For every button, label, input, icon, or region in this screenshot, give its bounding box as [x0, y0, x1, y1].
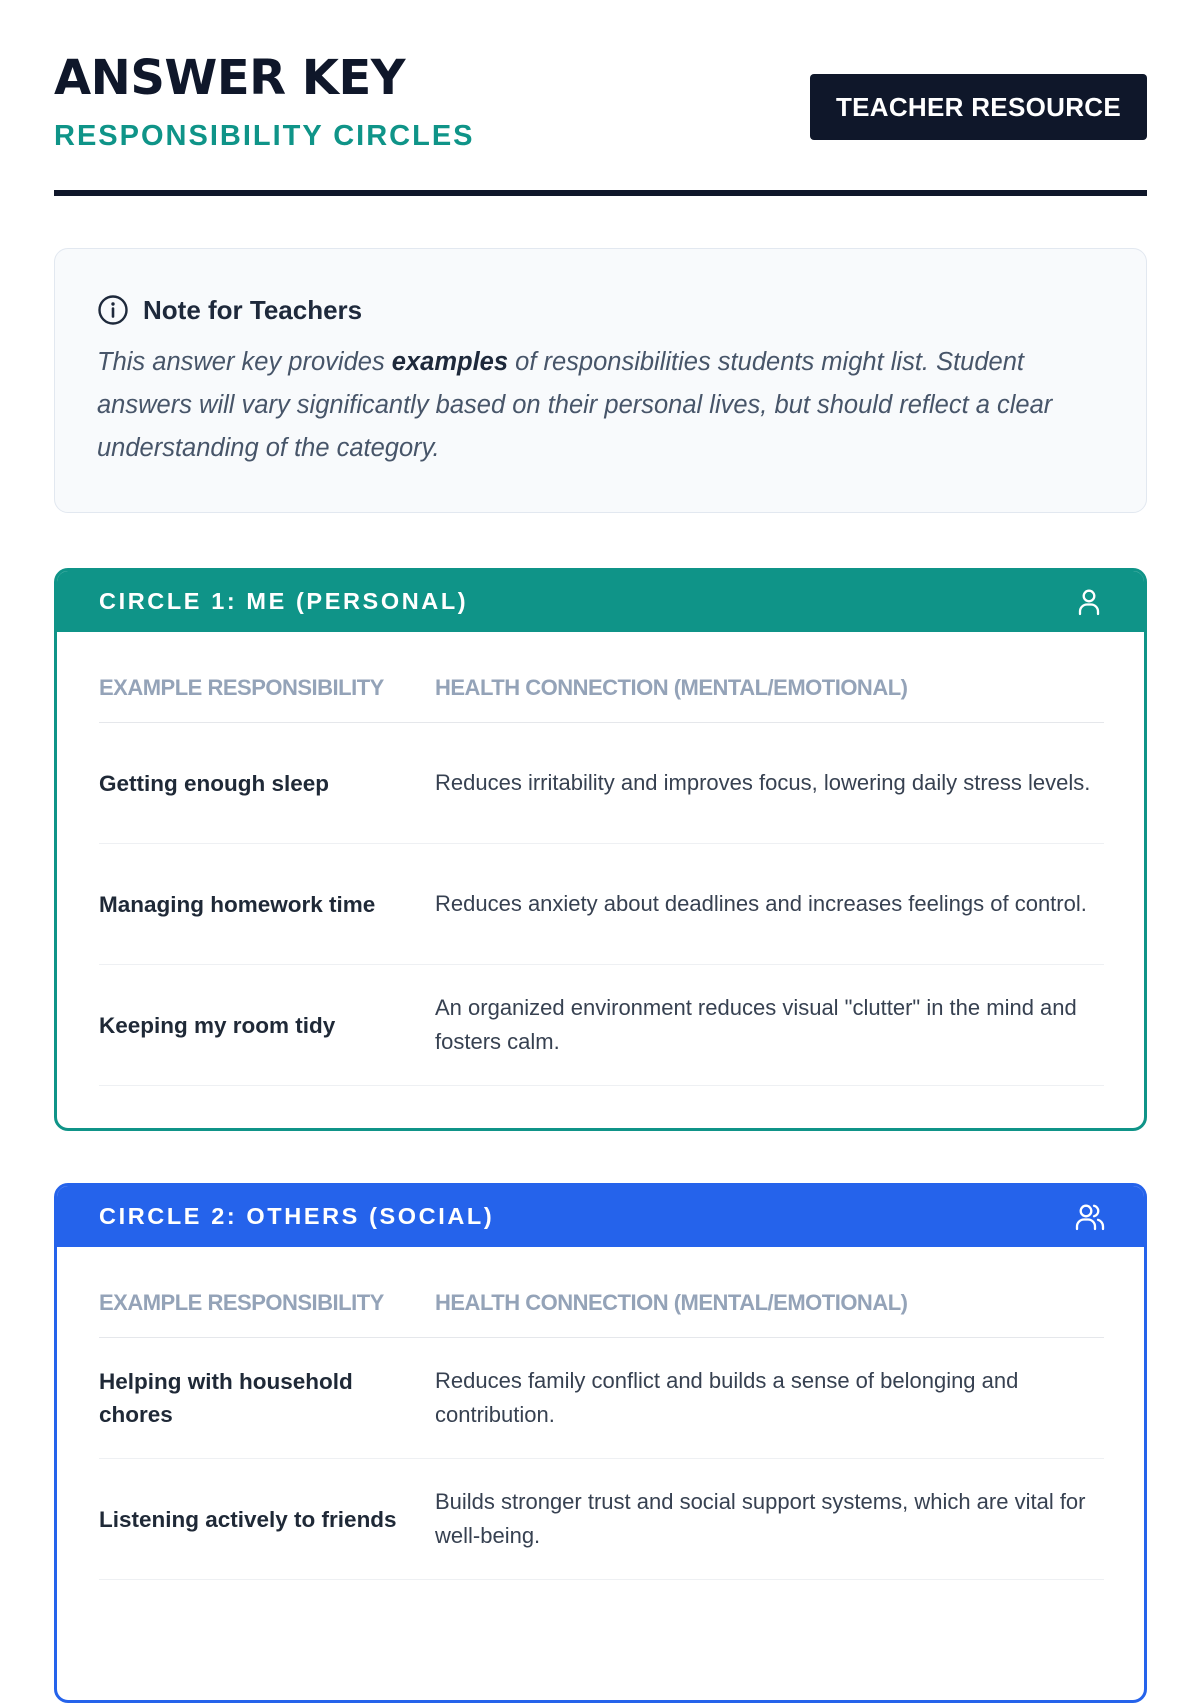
- teacher-resource-badge: TEACHER RESOURCE: [810, 74, 1147, 140]
- circle-title: CIRCLE 1: ME (PERSONAL): [99, 588, 469, 614]
- health-connection-cell: Reduces family conflict and builds a sense of belonging and contribution.: [435, 1338, 1104, 1459]
- responsibility-cell: Managing homework time: [99, 844, 435, 965]
- note-header: [97, 293, 1104, 327]
- person-icon: [1074, 587, 1104, 617]
- circle-body: [57, 1247, 1144, 1620]
- column-header-health-connection: HEALTH CONNECTION (MENTAL/EMOTIONAL): [435, 1269, 1104, 1338]
- note-body-emphasis: examples: [391, 348, 509, 376]
- responsibility-cell: Listening actively to friends: [99, 1459, 435, 1580]
- table-row: [99, 965, 1104, 1086]
- responsibility-cell: Getting enough sleep: [99, 723, 435, 844]
- table-header-row: [99, 1269, 1104, 1338]
- page-subtitle: RESPONSIBILITY CIRCLES: [54, 120, 475, 152]
- responsibility-table: [99, 1269, 1104, 1580]
- responsibility-cell: Keeping my room tidy: [99, 965, 435, 1086]
- table-row: [99, 844, 1104, 965]
- note-body: [97, 341, 1104, 470]
- circle-header: [57, 1186, 1144, 1247]
- health-connection-cell: An organized environment reduces visual "clutter" in the mind and fosters calm.: [435, 965, 1104, 1086]
- column-header-responsibility: EXAMPLE RESPONSIBILITY: [99, 654, 435, 723]
- table-row: [99, 723, 1104, 844]
- note-title: Note for Teachers: [143, 294, 363, 325]
- column-header-responsibility: EXAMPLE RESPONSIBILITY: [99, 1269, 435, 1338]
- note-body-text-end: of responsibilities students might list. Student answers will vary significantly based on their personal lives, but should reflect a clear understanding of the category.: [97, 348, 1053, 462]
- health-connection-cell: Reduces anxiety about deadlines and increases feelings of control.: [435, 844, 1104, 965]
- circle-header: [57, 571, 1144, 632]
- page-header: [54, 0, 1147, 196]
- answer-key-page: [54, 0, 1147, 1548]
- people-icon: [1074, 1202, 1104, 1232]
- responsibility-table: [99, 654, 1104, 1086]
- column-header-health-connection: HEALTH CONNECTION (MENTAL/EMOTIONAL): [435, 654, 1104, 723]
- teacher-note: [54, 248, 1147, 513]
- table-header-row: [99, 654, 1104, 723]
- responsibility-cell: Helping with household chores: [99, 1338, 435, 1459]
- info-icon: [97, 294, 129, 326]
- circle-title: CIRCLE 2: OTHERS (SOCIAL): [99, 1203, 495, 1229]
- circle-body: [57, 632, 1144, 1126]
- page-title: ANSWER KEY: [54, 50, 406, 106]
- circle-card-personal: [54, 568, 1147, 1131]
- health-connection-cell: Reduces irritability and improves focus, lowering daily stress levels.: [435, 723, 1104, 844]
- table-row: [99, 1459, 1104, 1580]
- table-row: [99, 1338, 1104, 1459]
- circle-card-social: [54, 1183, 1147, 1703]
- note-body-text-start: This answer key provides: [97, 348, 392, 376]
- health-connection-cell: Builds stronger trust and social support systems, which are vital for well-being.: [435, 1459, 1104, 1580]
